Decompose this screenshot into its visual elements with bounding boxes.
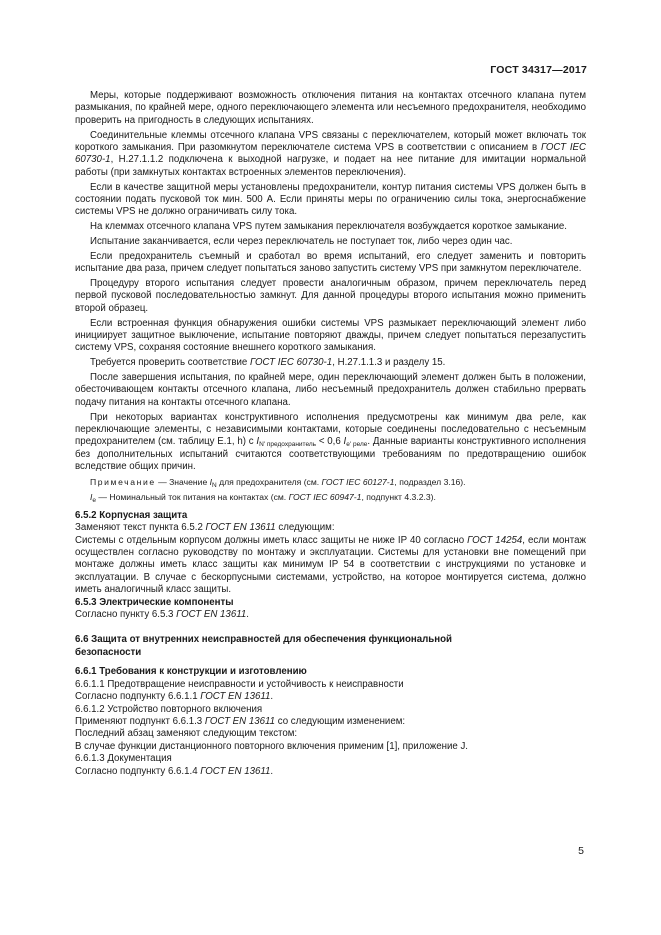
section-6-5-2-title: 6.5.2 Корпусная защита [75, 509, 188, 521]
section-6-5-2-text: Системы с отдельным корпусом должны иметь класс защиты не ниже IP 40 согласно ГОСТ 14254, если монтаж осуществлен согласно руководству по монтажу и эксплуатации. Системы для установки вне помещений при монтаже должны иметь класс защиты как минимум IP 54 в соответствии с инструкциями по установке и эксплуатации. В случае с бескорпусными системами, устройство, на которое монтируется система, должно иметь аналогичный класс защиты. [75, 534, 586, 596]
section-6-5-3-text: Согласно пункту 6.5.3 ГОСТ EN 13611. [75, 608, 249, 620]
paragraph-4: На клеммах отсечного клапана VPS путем замыкания переключателя возбуждается короткое замыкание. [90, 221, 567, 233]
section-6-5-3-title: 6.5.3 Электрические компоненты [75, 596, 234, 608]
subsection-6-6-1-2-title: 6.6.1.2 Устройство повторного включения [75, 703, 263, 715]
standard-reference: ГОСТ EN 13611 [205, 522, 276, 534]
note-2: $I_e$ — Номинальный ток питания на контактах (см. ГОСТ IEC 60947-1, подпункт 4.3.2.3). [90, 491, 436, 504]
page-header-doc-code: ГОСТ 34317—2017 [490, 64, 587, 76]
paragraph-8: Если встроенная функция обнаружения ошибки системы VPS размыкает переключающий элемент либо инициирует защитное выключение, испытание повторяют дважды, причем следует попытаться перезапустить систему VPS, сохраняя состояние внешнего короткого замыкания. [75, 317, 586, 354]
paragraph-10: После завершения испытания, по крайней мере, один переключающий элемент должен быть в положении, обесточивающем контакты отсечного клапана, либо несъемный предохранитель должен стабильно прервать подачу питания на контакты отсечного клапана. [75, 372, 586, 408]
standard-reference: ГОСТ EN 13611 [204, 715, 276, 727]
standard-reference: ГОСТ EN 13611 [200, 691, 271, 703]
subsection-6-6-1-2-text-2: Последний абзац заменяют следующим текстом: [75, 728, 298, 740]
note-label: Примечание [90, 476, 156, 487]
document-body [75, 90, 586, 778]
standard-reference: ГОСТ IEC 60127-1 [321, 476, 395, 487]
subsection-6-6-1-2-text-3: В случае функции дистанционного повторного включения применим [1], приложение J. [75, 740, 468, 752]
standard-reference: ГОСТ IEC 60947-1 [288, 491, 362, 502]
paragraph-1: Меры, которые поддерживают возможность отключения питания на контактах отсечного клапана путем размыкания, по крайней мере, одного переключающего элемента или несъемного предохранителя, необходимо проверить на пригодность в следующих испытаниях. [75, 90, 586, 126]
subsection-6-6-1-1-title: 6.6.1.1 Предотвращение неисправности и устойчивость к неисправности [75, 678, 404, 690]
paragraph-3: Если в качестве защитной меры установлены предохранители, контур питания системы VPS должен быть в состоянии подать пусковой ток мин. 500 А. Если приняты меры по ограничению силы тока, энергоснабжение системы VPS не должно ограничивать силу тока. [75, 181, 586, 218]
paragraph-7: Процедуру второго испытания следует провести аналогичным образом, причем переключатель перед первой пусковой последовательностью замкнут. Для данной процедуры второго испытания можно применить второй образец. [75, 278, 586, 314]
paragraph-6: Если предохранитель съемный и сработал во время испытаний, его следует заменить и повторить испытание два раза, причем следует попытаться заново запустить систему VPS при замкнутом переключателе. [75, 250, 586, 275]
standard-reference: ГОСТ 14254 [467, 534, 523, 546]
standard-reference: ГОСТ EN 13611 [200, 765, 271, 777]
subsection-6-6-1-1-text: Согласно подпункту 6.6.1.1 ГОСТ EN 13611. [75, 691, 274, 703]
section-6-6-1-title: 6.6.1 Требования к конструкции и изготовлению [75, 666, 307, 678]
subsection-6-6-1-2-text: Применяют подпункт 6.6.1.3 ГОСТ EN 13611 со следующим изменением: [75, 715, 406, 727]
section-6-6-title: 6.6 Защита от внутренних неисправностей для обеспечения функциональной безопасности [75, 634, 452, 659]
standard-reference: ГОСТ IEC 60730-1 [75, 142, 586, 166]
note-1: Примечание — Значение $I_N$ для предохранителя (см. ГОСТ IEC 60127-1, подраздел 3.16). [90, 476, 466, 489]
subsection-6-6-1-3-title: 6.6.1.3 Документация [75, 753, 172, 765]
paragraph-5: Испытание заканчивается, если через переключатель не поступает ток, либо через один час. [90, 236, 513, 248]
section-6-5-2-intro: Заменяют текст пункта 6.5.2 ГОСТ EN 13611 следующим: [75, 522, 335, 534]
paragraph-2: Соединительные клеммы отсечного клапана VPS связаны с переключателем, который может включать ток короткого замыкания. При разомкнутом переключателе система VPS в соответствии с описанием в ГОСТ IEC 60730-1, H.27.1.1.2 подключена к выходной нагрузке, и подает на нее питание для имитации нормальной работы (при замкнутых контактах встроенных элементов переключения). [75, 129, 586, 178]
standard-reference: ГОСТ IEC 60730-1 [250, 357, 333, 369]
paragraph-11: При некоторых вариантах конструктивного исполнения предусмотрены как минимум два реле, как переключающие элементы, с независимыми контактами, которые соединены последовательно с несъемным предохранителем (см. таблицу Е.1, h) с $I_{N' предохранитель} < 0,6$ $I_{e' реле}$. Данные варианты конструктивного исполнения без дополнительных испытаний считаются соответствующими требованиям по предотвращению ошибок вследствие общих причин. [75, 411, 586, 473]
page-number: 5 [578, 845, 584, 857]
paragraph-9: Требуется проверить соответствие ГОСТ IEC 60730-1, H.27.1.1.3 и разделу 15. [90, 357, 446, 369]
subsection-6-6-1-3-text: Согласно подпункту 6.6.1.4 ГОСТ EN 13611. [75, 765, 274, 777]
standard-reference: ГОСТ EN 13611 [176, 608, 247, 620]
